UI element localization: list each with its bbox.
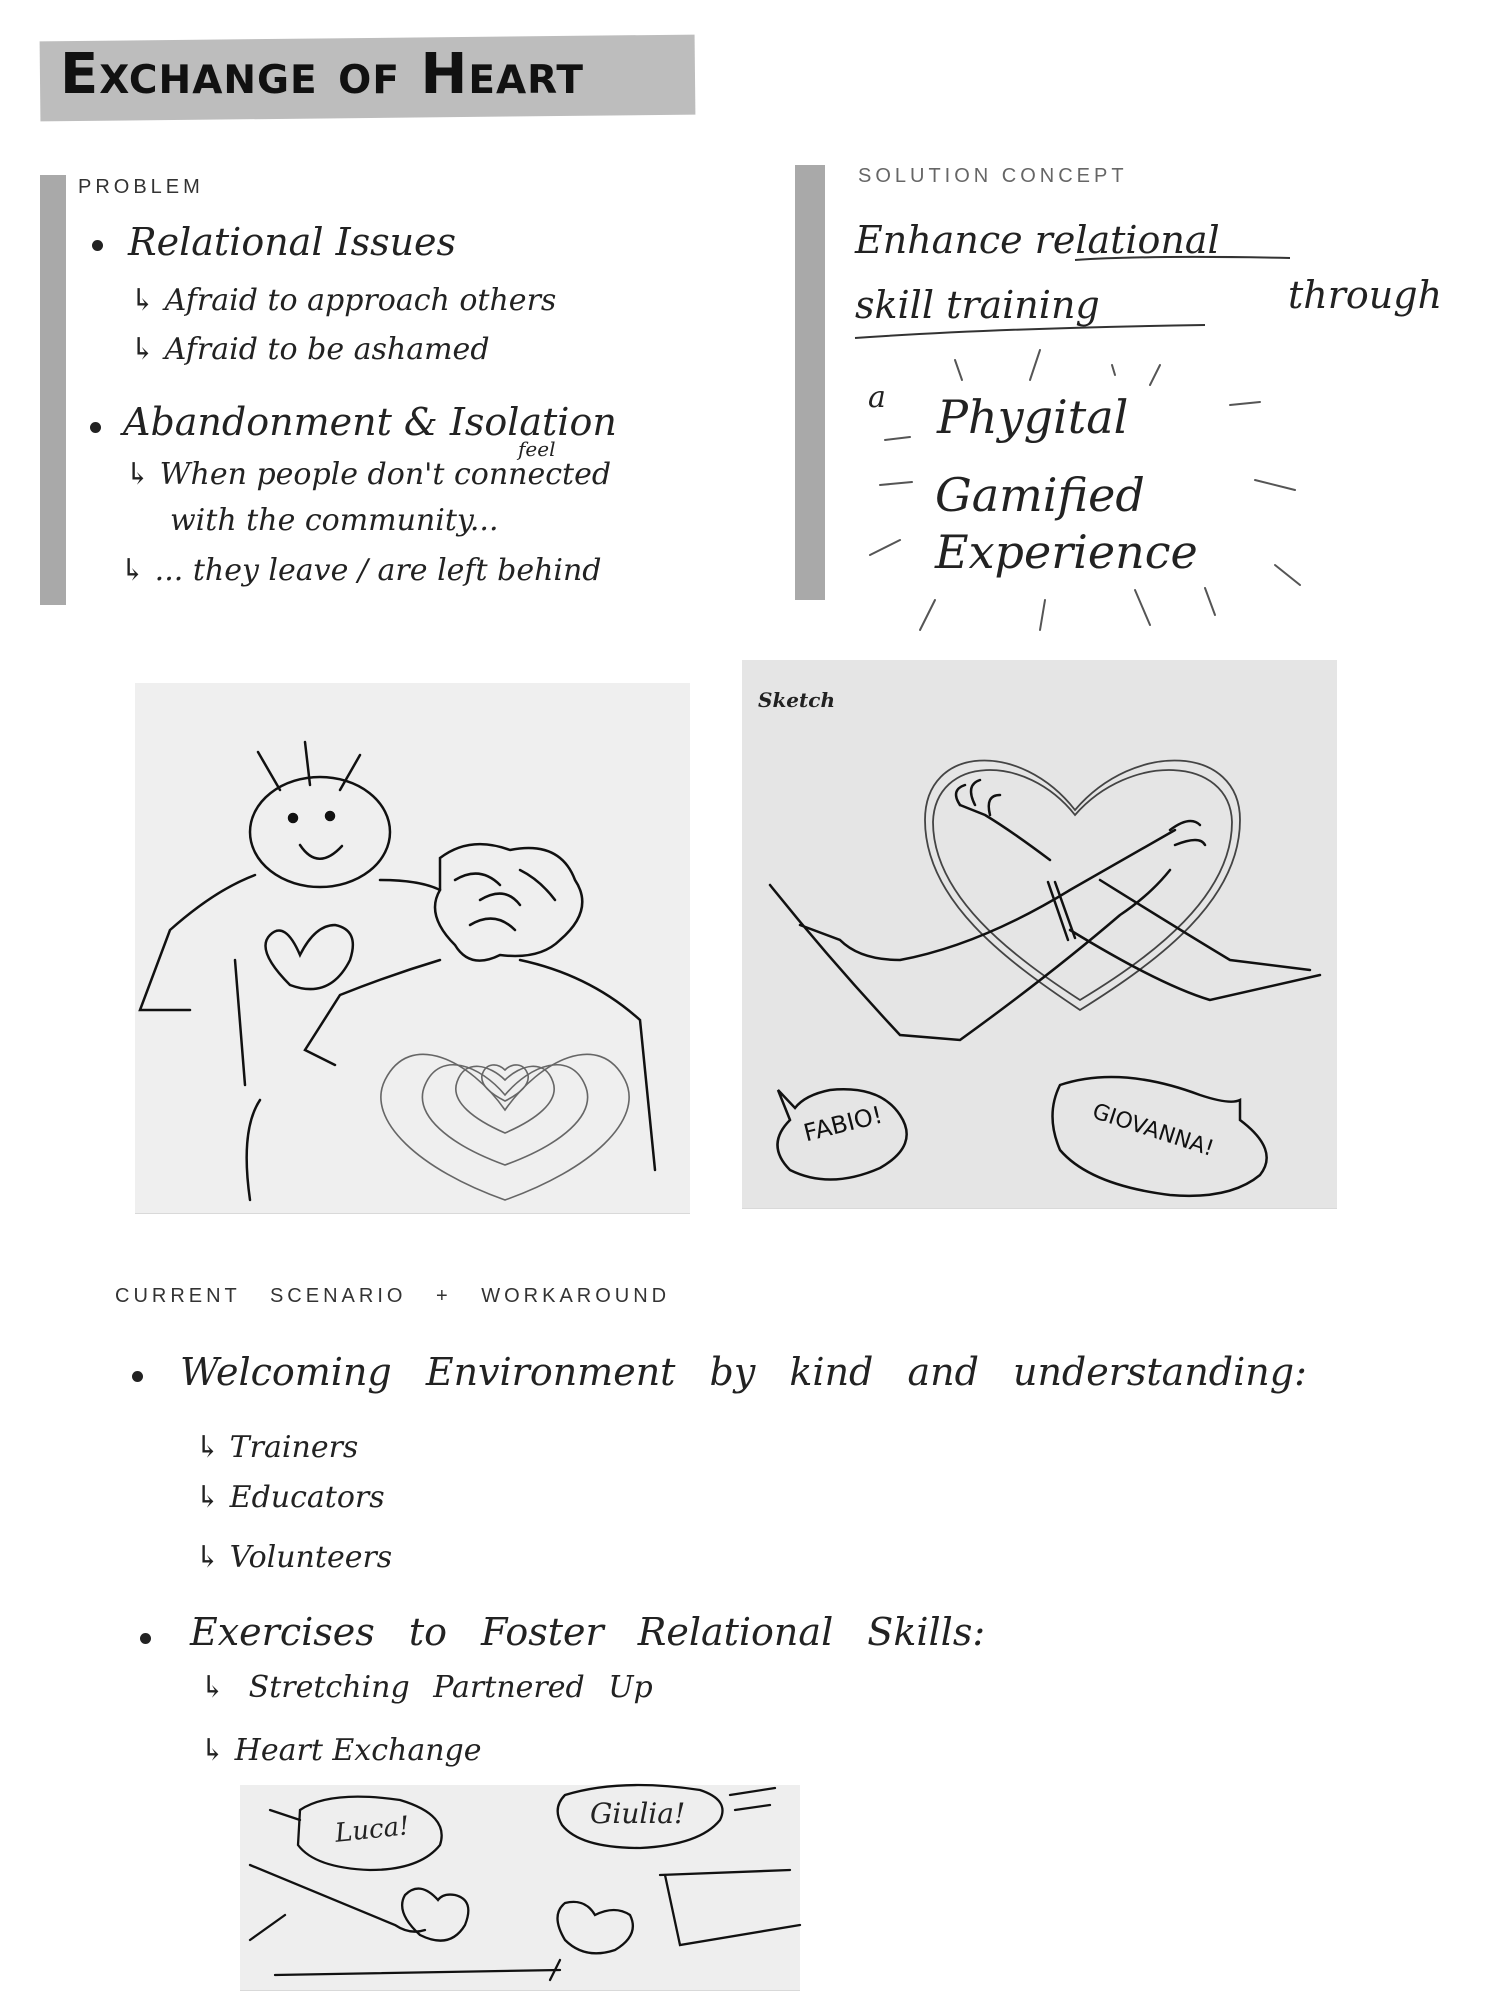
scenario-sub-volunteers: ↳ Volunteers bbox=[195, 1540, 393, 1575]
bullet-dot bbox=[92, 240, 103, 251]
solution-line-2b: through bbox=[1288, 273, 1443, 317]
problem-heading-2: Abandonment & Isolation bbox=[123, 400, 617, 444]
scenario-label: CURRENT SCENARIO + WORKAROUND bbox=[115, 1285, 671, 1307]
problem-sub-1b: ↳ Afraid to be ashamed bbox=[130, 332, 490, 367]
solution-word-gamified: Gamified bbox=[935, 468, 1145, 522]
scenario-heading-2: Exercises to Foster Relational Skills: bbox=[190, 1610, 986, 1654]
sketch-card-hug bbox=[135, 683, 690, 1213]
bullet-dot bbox=[132, 1371, 143, 1382]
problem-sub-2a: ↳ When people don't connected bbox=[125, 457, 612, 492]
solution-bar bbox=[795, 165, 825, 600]
solution-word-experience: Experience bbox=[935, 525, 1198, 579]
problem-sub-1a: ↳ Afraid to approach others bbox=[130, 283, 557, 318]
bubble-giovanna: GIOVANNA! bbox=[1089, 1099, 1217, 1162]
solution-label: SOLUTION CONCEPT bbox=[858, 165, 1128, 187]
problem-insert-word: feel bbox=[518, 437, 556, 461]
sketch-card-heart-exchange bbox=[240, 1785, 800, 1990]
solution-article: a bbox=[868, 380, 886, 415]
bubble-giulia: Giulia! bbox=[590, 1797, 686, 1830]
scenario-sub-educators: ↳ Educators bbox=[195, 1480, 385, 1515]
problem-sub-2c: ↳ ... they leave / are left behind bbox=[120, 553, 602, 588]
scenario-heading-1: Welcoming Environment by kind and understanding: bbox=[180, 1350, 1307, 1394]
problem-bar bbox=[40, 175, 66, 605]
sketch-label: Sketch bbox=[758, 688, 835, 712]
problem-sub-2b: with the community... bbox=[170, 503, 499, 538]
problem-label: PROBLEM bbox=[78, 176, 204, 198]
bullet-dot bbox=[90, 422, 101, 433]
scenario-sub-stretching: ↳ Stretching Partnered Up bbox=[200, 1670, 653, 1705]
solution-line-2a: skill training bbox=[855, 283, 1100, 327]
bullet-dot bbox=[140, 1633, 151, 1644]
bubble-luca: Luca! bbox=[333, 1811, 411, 1849]
solution-line-1: Enhance relational bbox=[855, 218, 1220, 262]
solution-word-phygital: Phygital bbox=[937, 390, 1129, 444]
scenario-sub-heart-exchange: ↳ Heart Exchange bbox=[200, 1733, 482, 1768]
bubble-fabio: FABIO! bbox=[800, 1100, 886, 1148]
scenario-sub-trainers: ↳ Trainers bbox=[195, 1430, 359, 1465]
problem-heading-1: Relational Issues bbox=[128, 220, 457, 264]
page-title: Exchange of Heart bbox=[60, 42, 585, 107]
